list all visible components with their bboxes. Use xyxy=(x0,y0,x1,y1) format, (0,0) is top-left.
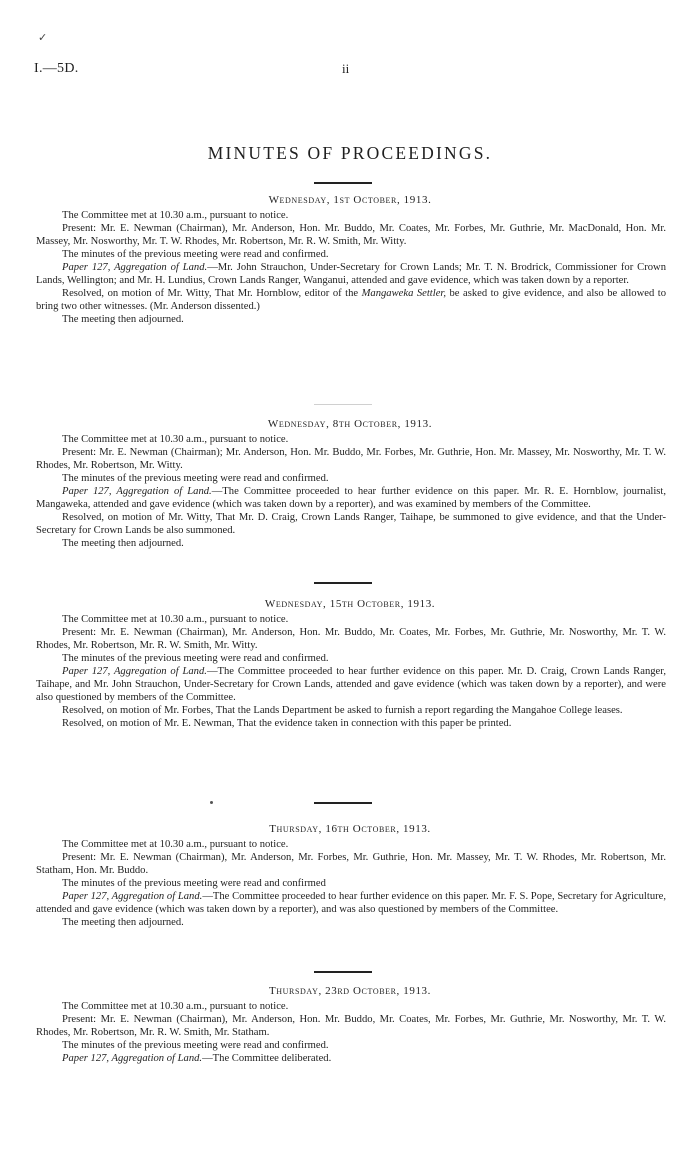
document-reference: I.—5D. xyxy=(34,61,79,76)
paper-proceedings xyxy=(36,1052,666,1065)
section-rule xyxy=(314,971,372,973)
resolution: Resolved, on motion of Mr. E. Newman, That the evidence taken in connection with this paper be printed. xyxy=(62,718,512,729)
newspaper-name: Mangaweka Settler, xyxy=(361,288,446,299)
session-3 xyxy=(0,598,700,730)
adjournment: The meeting then adjourned. xyxy=(62,917,184,928)
meeting-notice: The Committee met at 10.30 a.m., pursuant to notice. xyxy=(62,839,289,850)
session-date: Wednesday, 1st October, 1913. xyxy=(268,194,432,206)
session-4 xyxy=(0,823,700,929)
paper-proceedings xyxy=(36,890,666,916)
paper-reference: Paper 127, Aggregation of Land. xyxy=(62,486,212,497)
meeting-notice: The Committee met at 10.30 a.m., pursuant to notice. xyxy=(62,614,289,625)
paper-reference: Paper 127, Aggregation of Land. xyxy=(62,262,208,273)
paper-proceedings xyxy=(36,665,666,704)
paper-proceedings-text: —Mr. John Strauchon, Under-Secretary for Crown Lands; Mr. T. N. Brodrick, Commissioner for Crown Lands, Wellington; and Mr. H. Lundius, Crown Lands Ranger, Wanganui, attended and gave evidence, which was taken down by a reporter. xyxy=(36,262,666,286)
resolution: Resolved, on motion of Mr. Forbes, That the Lands Department be asked to furnish a report regarding the Mangahoe College leases. xyxy=(62,705,623,716)
page-title: MINUTES OF PROCEEDINGS. xyxy=(207,143,493,163)
paper-proceedings xyxy=(36,485,666,511)
section-rule xyxy=(314,802,372,804)
minutes-confirmed: The minutes of the previous meeting were read and confirmed. xyxy=(62,653,329,664)
paper-proceedings xyxy=(36,261,666,287)
pencil-tick-mark: ✓ xyxy=(38,32,48,44)
meeting-notice: The Committee met at 10.30 a.m., pursuant to notice. xyxy=(62,434,289,445)
session-2 xyxy=(0,418,700,550)
resolution-text-start: Resolved, on motion of Mr. Witty, That Mr. Hornblow, editor of the xyxy=(62,288,362,299)
meeting-notice: The Committee met at 10.30 a.m., pursuant to notice. xyxy=(62,210,289,221)
present-members: Present: Mr. E. Newman (Chairman), Mr. Anderson, Mr. Forbes, Mr. Guthrie, Hon. Mr. Massey, Mr. T. W. Rhodes, Mr. Robertson, Mr. Statham, Hon. Mr. Buddo. xyxy=(36,852,666,876)
paper-proceedings-text: —The Committee deliberated. xyxy=(202,1053,332,1064)
minutes-confirmed: The minutes of the previous meeting were read and confirmed. xyxy=(62,473,329,484)
session-date: Thursday, 16th October, 1913. xyxy=(269,823,431,835)
adjournment: The meeting then adjourned. xyxy=(62,538,184,549)
session-date: Wednesday, 8th October, 1913. xyxy=(267,418,433,430)
paper-reference: Paper 127, Aggregation of Land. xyxy=(62,666,207,677)
paper-proceedings-text: —The Committee proceeded to hear further evidence on this paper. Mr. R. E. Hornblow, journalist, Mangaweka, attended and gave evidence (which was taken down by a reporter), and was examined by members of the Committee. xyxy=(36,486,666,510)
page-number: ii xyxy=(342,61,350,76)
meeting-notice: The Committee met at 10.30 a.m., pursuant to notice. xyxy=(62,1001,289,1012)
present-members: Present: Mr. E. Newman (Chairman), Mr. Anderson, Hon. Mr. Buddo, Mr. Coates, Mr. Forbes, Mr. Guthrie, Mr. Nosworthy, Mr. T. W. Rhodes, Mr. Robertson, Mr. R. W. Smith, Mr. Witty. xyxy=(36,627,666,651)
adjournment: The meeting then adjourned. xyxy=(62,314,184,325)
paper-reference: Paper 127, Aggregation of Land. xyxy=(62,891,203,902)
present-members: Present: Mr. E. Newman (Chairman), Mr. Anderson, Hon. Mr. Buddo, Mr. Coates, Mr. Forbes, Mr. Guthrie, Mr. Nosworthy, Mr. T. W. Rhodes, Mr. Robertson, Mr. R. W. Smith, Mr. Statham. xyxy=(36,1014,666,1038)
minutes-confirmed: The minutes of the previous meeting were read and confirmed. xyxy=(62,1040,329,1051)
faint-section-rule xyxy=(314,404,372,405)
resolution: Resolved, on motion of Mr. Witty, That Mr. D. Craig, Crown Lands Ranger, Taihape, be summoned to give evidence, and that the Under-Secretary for Crown Lands be also summoned. xyxy=(36,512,666,536)
session-1 xyxy=(0,194,700,326)
section-rule xyxy=(314,582,372,584)
session-5 xyxy=(0,985,700,1065)
paper-proceedings-text: —The Committee proceeded to hear further evidence on this paper. Mr. D. Craig, Crown Lands Ranger, Taihape, and Mr. John Strauchon, Under-Secretary for Crown Lands, attended and gave evidence (which was taken down by a reporter), and were also questioned by members of the Committee. xyxy=(36,666,666,703)
title-rule xyxy=(314,182,372,184)
session-date: Thursday, 23rd October, 1913. xyxy=(268,985,432,997)
resolution-text-end: be asked to give evidence, and also be allowed to bring two other witnesses. (Mr. Anderson dissented.) xyxy=(36,288,666,312)
minutes-confirmed: The minutes of the previous meeting were read and confirmed xyxy=(62,878,326,889)
present-members: Present: Mr. E. Newman (Chairman), Mr. Anderson, Hon. Mr. Buddo, Mr. Coates, Mr. Forbes, Mr. Guthrie, Mr. MacDonald, Hon. Mr. Massey, Mr. Nosworthy, Mr. T. W. Rhodes, Mr. Robertson, Mr. R. W. Smith, Mr. Witty. xyxy=(36,223,666,247)
minutes-confirmed: The minutes of the previous meeting were read and confirmed. xyxy=(62,249,329,260)
resolution xyxy=(36,287,666,313)
paper-proceedings-text: —The Committee proceeded to hear further evidence on this paper. Mr. F. S. Pope, Secretary for Agriculture, attended and gave evidence (which was taken down by a reporter), and was also questioned by members of the Committee. xyxy=(36,891,666,915)
present-members: Present: Mr. E. Newman (Chairman); Mr. Anderson, Hon. Mr. Buddo, Mr. Forbes, Mr. Guthrie, Hon. Mr. Massey, Mr. Nosworthy, Mr. T. W. Rhodes, Mr. Robertson, Mr. Witty. xyxy=(36,447,666,471)
ink-speck xyxy=(210,801,213,804)
session-date: Wednesday, 15th October, 1913. xyxy=(264,598,436,610)
paper-reference: Paper 127, Aggregation of Land. xyxy=(62,1053,203,1064)
